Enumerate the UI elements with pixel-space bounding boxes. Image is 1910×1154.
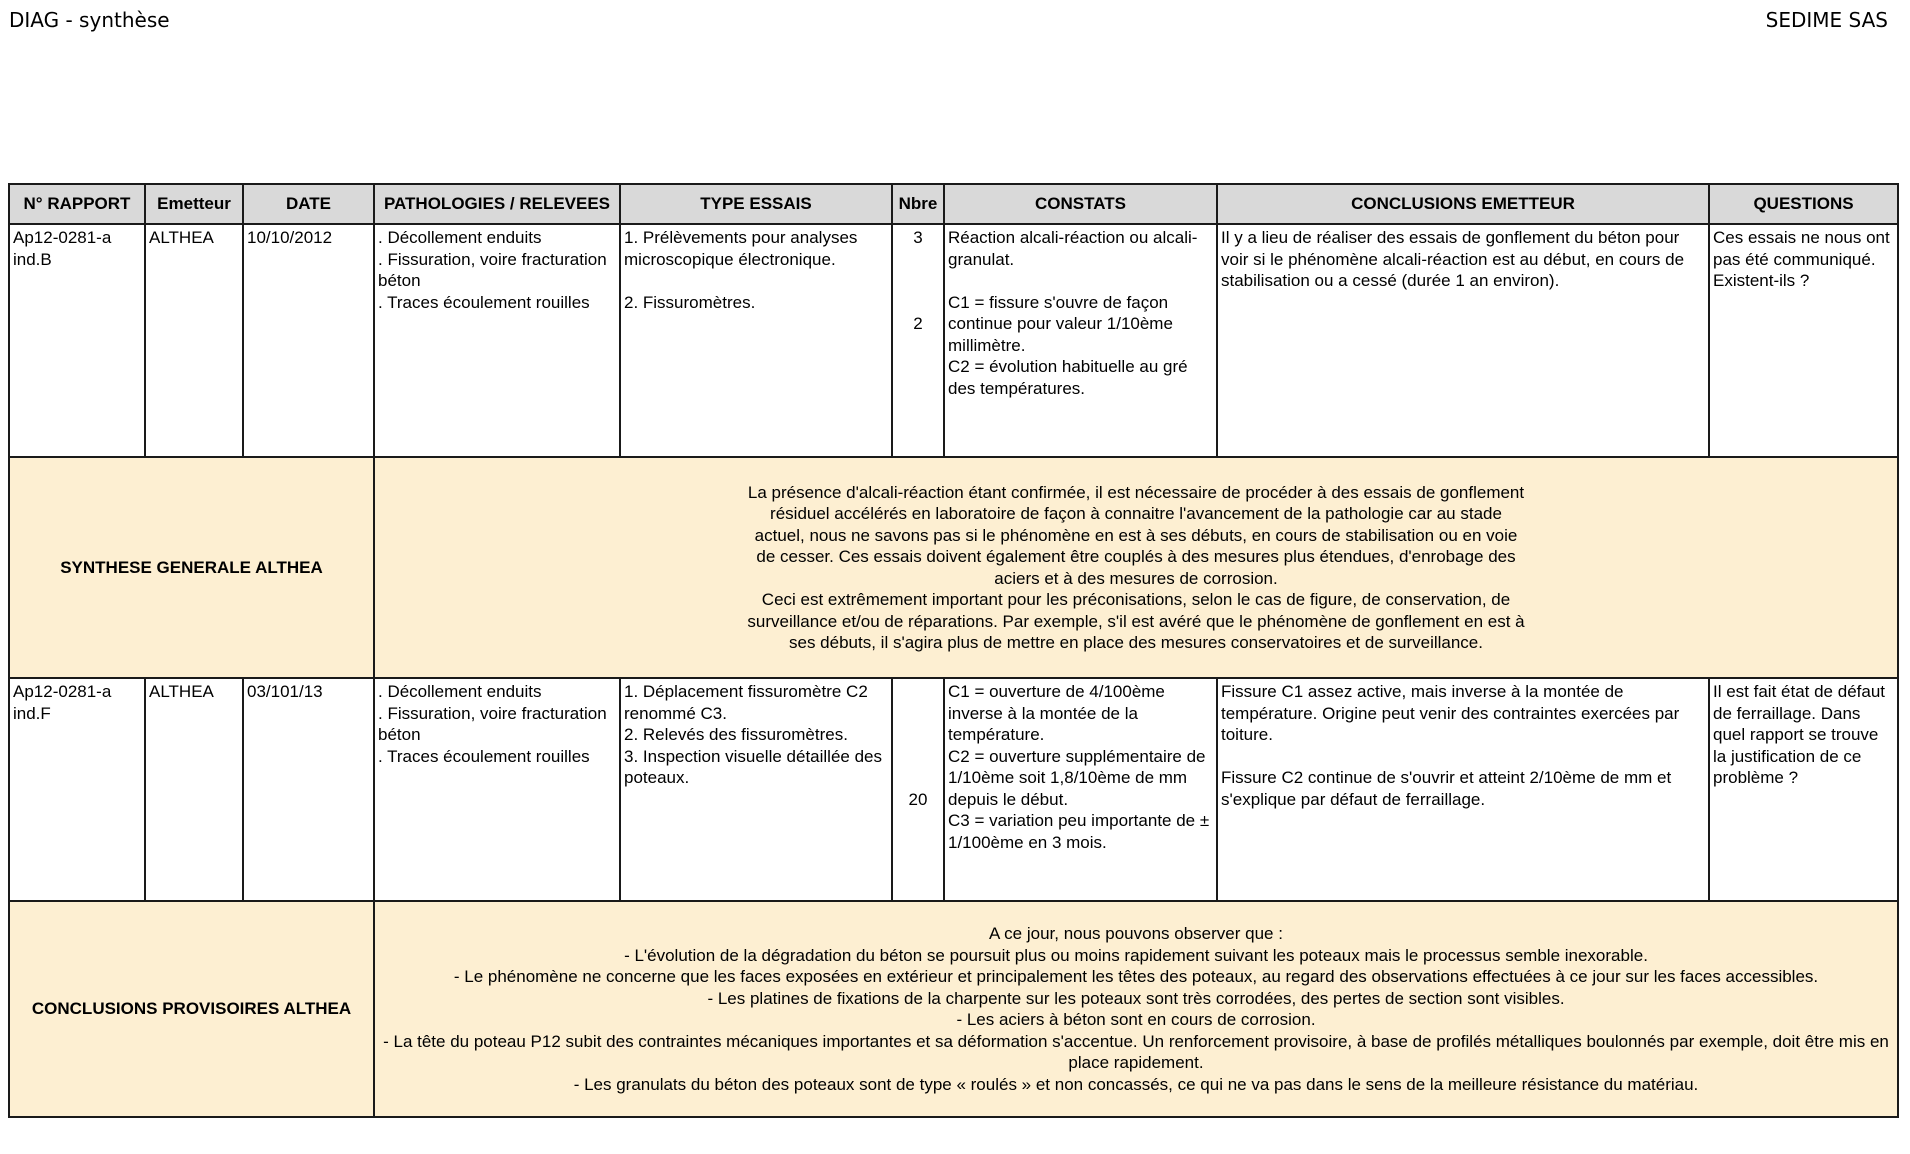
synthesis-table — [8, 183, 1899, 1118]
pathology-item: . Traces écoulement rouilles — [378, 292, 590, 312]
constat-item: C2 = ouverture supplémentaire de 1/10ème soit 1,8/10ème de mm depuis le début. — [948, 746, 1211, 809]
table-header-row — [9, 184, 1898, 224]
col-header-type-essais: TYPE ESSAIS — [620, 184, 892, 224]
conclusion-line: - L'évolution de la dégradation du béton se poursuit plus ou moins rapidement suivant les poteaux mais le processus semble inexorable. — [624, 945, 1648, 965]
cell-emetteur: ALTHEA — [145, 678, 243, 901]
synthese-text — [374, 457, 1898, 678]
essai-item: 2. Fissuromètres. — [624, 292, 756, 312]
nbre-value: 3 — [913, 228, 923, 247]
cell-pathologies — [374, 678, 620, 901]
conclusion-item: Fissure C2 continue de s'ouvrir et atteint 2/10ème de mm et s'explique par défaut de ferraillage. — [1221, 768, 1676, 809]
constat-item: Réaction alcali-réaction ou alcali-granulat. — [948, 228, 1198, 269]
col-header-pathologies: PATHOLOGIES / RELEVEES — [374, 184, 620, 224]
conclusion-line: - Les aciers à béton sont en cours de corrosion. — [956, 1010, 1316, 1029]
cell-conclusions — [1217, 678, 1709, 901]
cell-nbre — [892, 224, 944, 457]
conclusions-provisoires-label: CONCLUSIONS PROVISOIRES ALTHEA — [9, 901, 374, 1117]
col-header-emetteur: Emetteur — [145, 184, 243, 224]
conclusion-line: A ce jour, nous pouvons observer que : — [989, 924, 1283, 943]
conclusions-provisoires-row — [9, 901, 1898, 1117]
cell-constats — [944, 224, 1217, 457]
pathology-item: . Fissuration, voire fracturation béton — [378, 703, 612, 744]
cell-type-essais — [620, 224, 892, 457]
cell-questions: Il est fait état de défaut de ferraillage. Dans quel rapport se trouve la justification de ce problème ? — [1709, 678, 1898, 901]
conclusion-line: - Les platines de fixations de la charpente sur les poteaux sont très corrodées, des pertes de section sont visibles. — [707, 988, 1565, 1008]
cell-constats — [944, 678, 1217, 901]
pathology-item: . Traces écoulement rouilles — [378, 746, 590, 766]
col-header-questions: QUESTIONS — [1709, 184, 1898, 224]
conclusion-line: - La tête du poteau P12 subit des contraintes mécaniques importantes et sa déformation s'accentue. Un renforcement provisoire, à base de profilés métalliques boulonnés par exemple, doit être mis en place rapidement. — [383, 1031, 1894, 1072]
essai-item: 1. Déplacement fissuromètre C2 renommé C3. — [624, 682, 873, 723]
pathology-item: . Décollement enduits — [378, 228, 542, 247]
cell-rapport: Ap12-0281-a ind.B — [9, 224, 145, 457]
essai-item: 2. Relevés des fissuromètres. — [624, 725, 848, 744]
synthese-row — [9, 457, 1898, 678]
company-name: SEDIME SAS — [1765, 8, 1888, 32]
essai-item: 1. Prélèvements pour analyses microscopique électronique. — [624, 228, 863, 269]
table-row — [9, 678, 1898, 901]
col-header-rapport: N° RAPPORT — [9, 184, 145, 224]
cell-nbre — [892, 678, 944, 901]
essai-item: 3. Inspection visuelle détaillée des poteaux. — [624, 746, 887, 787]
cell-emetteur: ALTHEA — [145, 224, 243, 457]
conclusion-item: Fissure C1 assez active, mais inverse à la montée de température. Origine peut venir des contraintes exercées par toiture. — [1221, 682, 1685, 744]
cell-type-essais — [620, 678, 892, 901]
conclusion-line: - Les granulats du béton des poteaux sont de type « roulés » et non concassés, ce qui ne va pas dans le sens de la meilleure résistance du matériau. — [573, 1074, 1699, 1094]
col-header-date: DATE — [243, 184, 374, 224]
synthese-label: SYNTHESE GENERALE ALTHEA — [9, 457, 374, 678]
nbre-value: 20 — [908, 789, 928, 809]
cell-rapport: Ap12-0281-a ind.F — [9, 678, 145, 901]
nbre-value: 2 — [913, 314, 923, 333]
cell-pathologies — [374, 224, 620, 457]
pathology-item: . Décollement enduits — [378, 682, 542, 701]
conclusion-line: - Le phénomène ne concerne que les faces exposées en extérieur et principalement les têtes des poteaux, au regard des observations effectuées à ce jour sur les faces accessibles. — [453, 967, 1819, 986]
synthese-paragraph: La présence d'alcali-réaction étant confirmée, il est nécessaire de procéder à des essais de gonflement résiduel accélérés en laboratoire de façon à connaitre l'avancement de la pathologie car au stade actuel, nous ne savons pas si le phénomène en est à ses débuts, en cours de stabilisation ou en voie de cesser. Ces essais doivent également être couplés à des mesures plus étendues, d'enrobage des aciers et à des mesures de corrosion. — [747, 482, 1529, 588]
col-header-nbre: Nbre — [892, 184, 944, 224]
constat-item: C1 = ouverture de 4/100ème inverse à la montée de la température. — [948, 682, 1170, 744]
col-header-conclusions: CONCLUSIONS EMETTEUR — [1217, 184, 1709, 224]
synthese-paragraph: Ceci est extrêmement important pour les préconisations, selon le cas de figure, de conservation, de surveillance et/ou de réparations. Par exemple, s'il est avéré que le phénomène de gonflement en est à ses débuts, il s'agira plus de mettre en place des mesures conservatoires et de surveillance. — [747, 590, 1530, 652]
cell-questions: Ces essais ne nous ont pas été communiqué. Existent-ils ? — [1709, 224, 1898, 457]
table-row — [9, 224, 1898, 457]
cell-conclusions: Il y a lieu de réaliser des essais de gonflement du béton pour voir si le phénomène alcali-réaction est au début, en cours de stabilisation ou a cessé (durée 1 an environ). — [1217, 224, 1709, 457]
pathology-item: . Fissuration, voire fracturation béton — [378, 249, 612, 290]
constat-item: C1 = fissure s'ouvre de façon continue pour valeur 1/10ème millimètre. — [948, 292, 1178, 355]
conclusions-provisoires-text — [374, 901, 1898, 1117]
document-title: DIAG - synthèse — [9, 8, 170, 32]
cell-date: 03/101/13 — [243, 678, 374, 901]
col-header-constats: CONSTATS — [944, 184, 1217, 224]
cell-date: 10/10/2012 — [243, 224, 374, 457]
constat-item: C2 = évolution habituelle au gré des températures. — [948, 357, 1193, 398]
constat-item: C3 = variation peu importante de ± 1/100ème en 3 mois. — [948, 811, 1214, 852]
